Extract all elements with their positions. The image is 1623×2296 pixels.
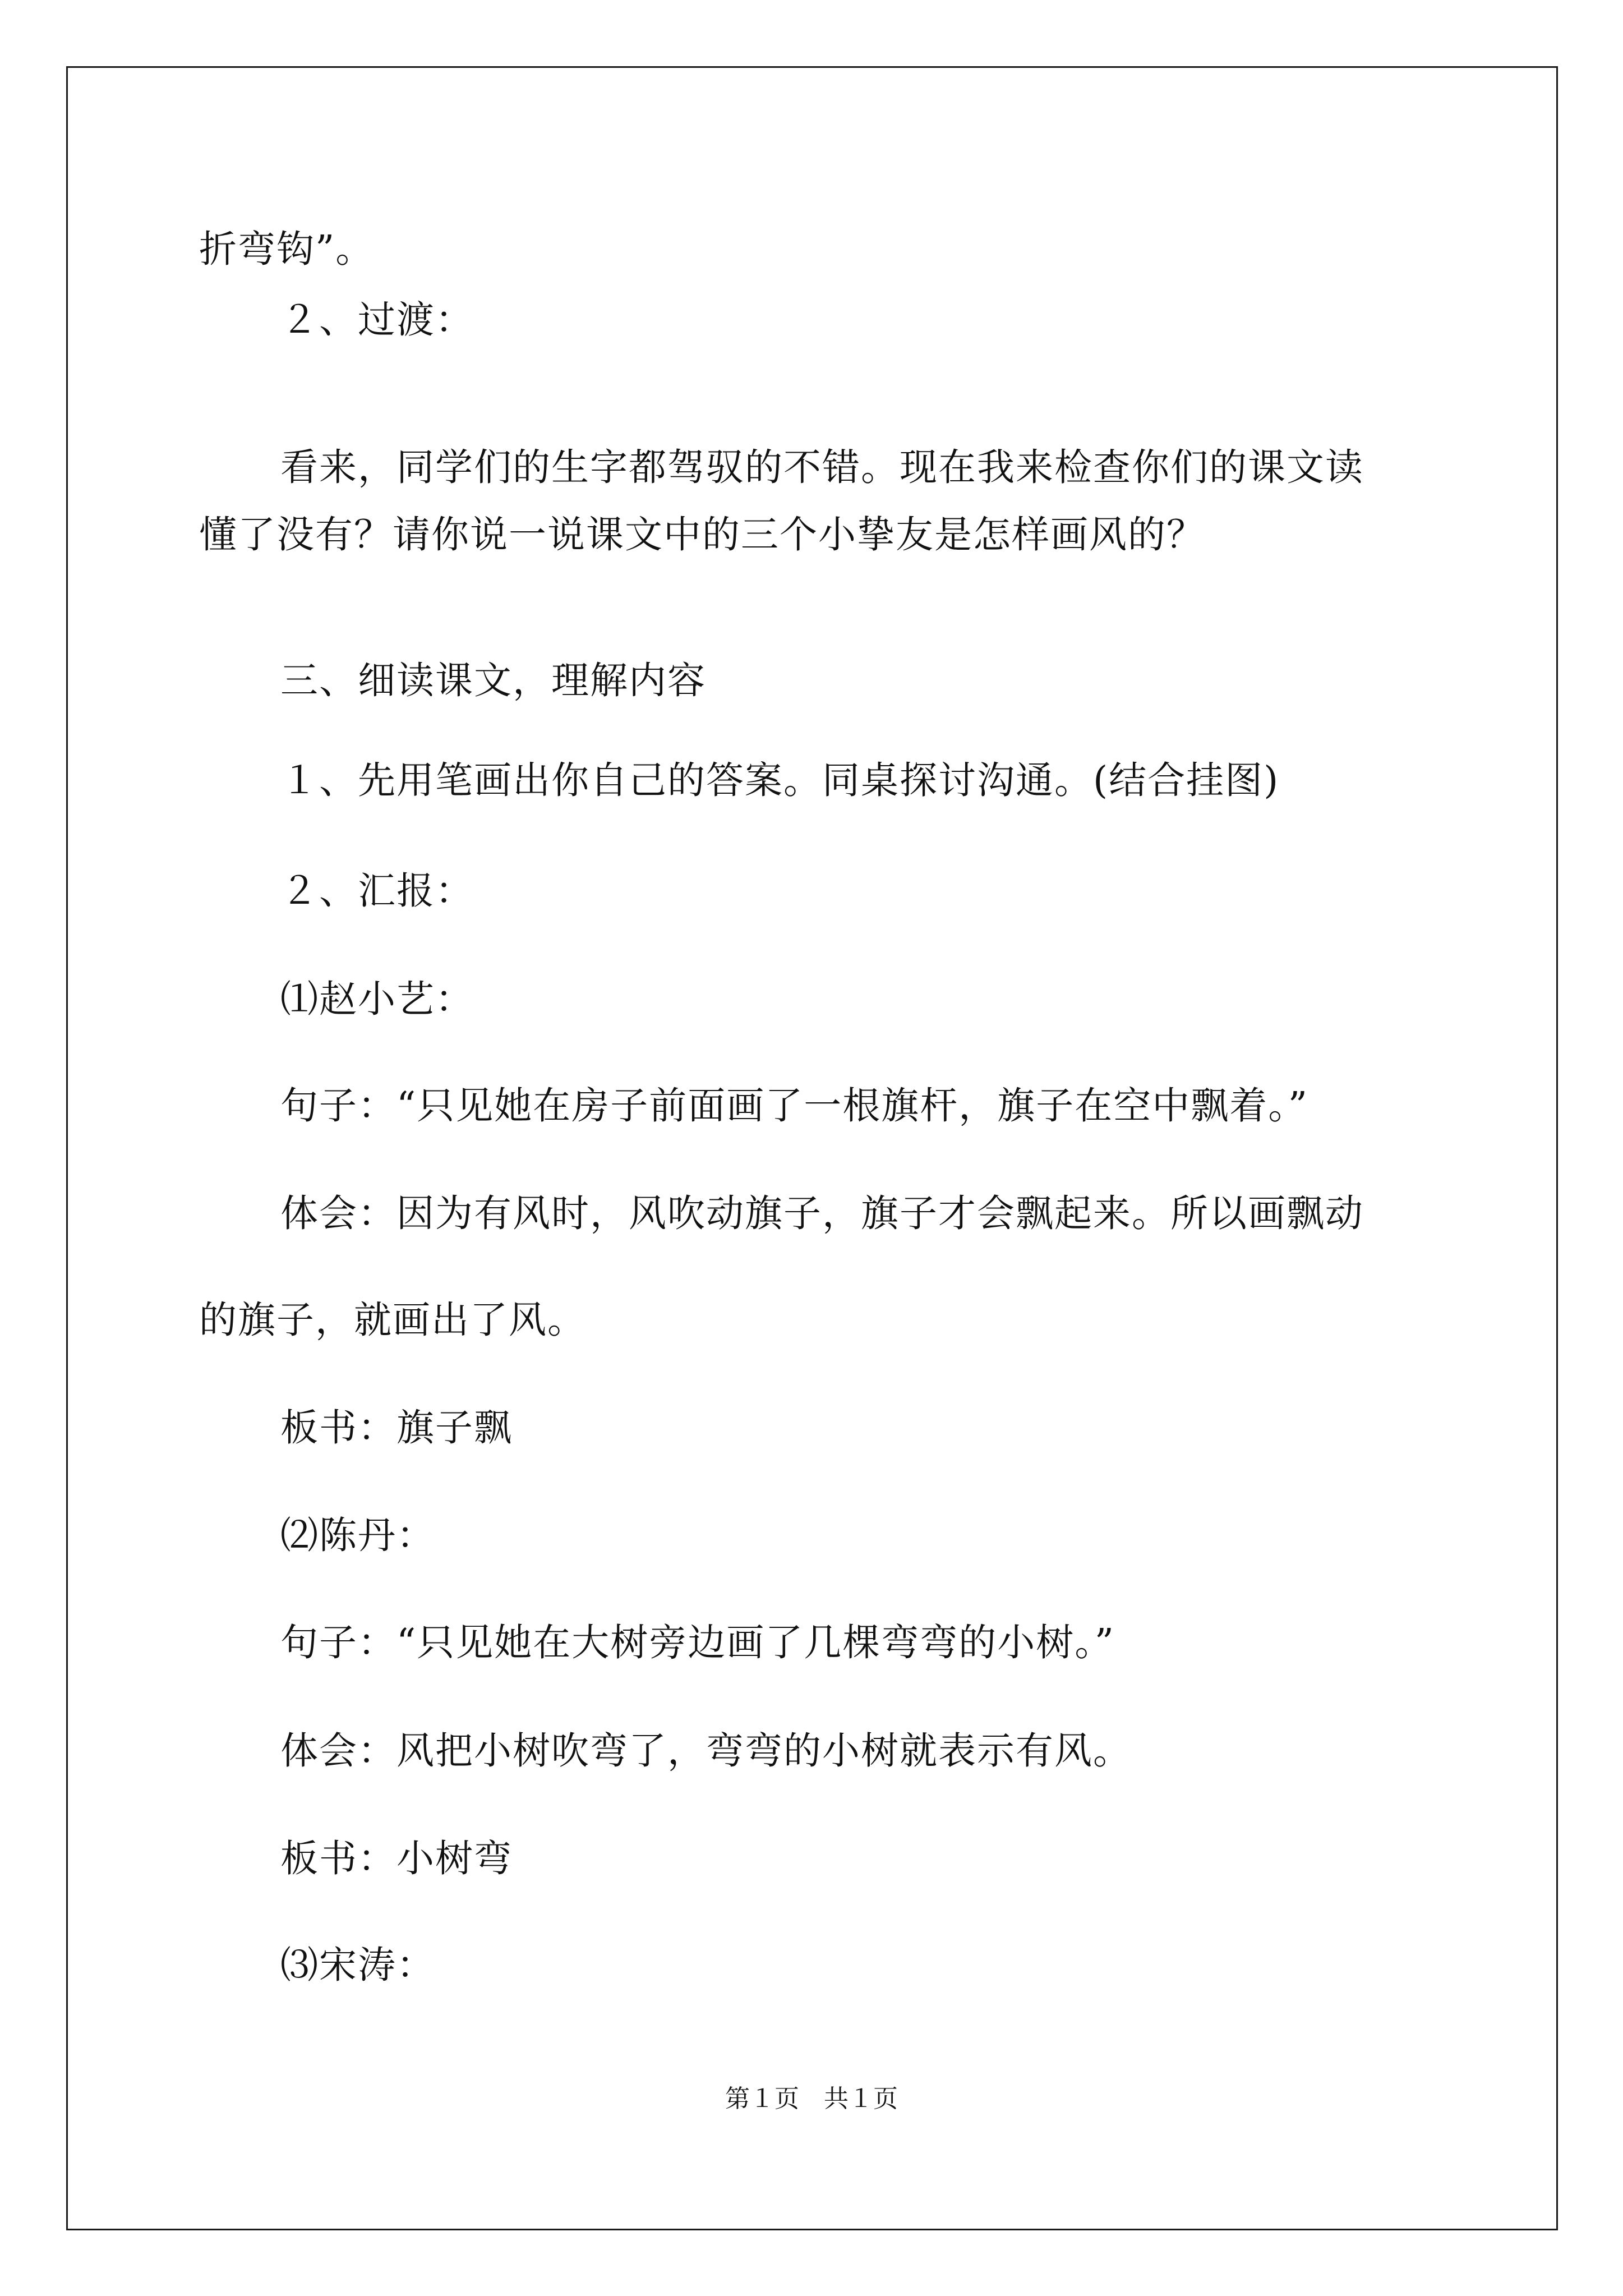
page-border xyxy=(66,66,1558,2230)
page-number-footer: 第１页 共１页 xyxy=(725,2085,898,2113)
text-line-4: 懂了没有？请你说一说课文中的三个小挚友是怎样画风的？ xyxy=(199,513,1205,556)
text-line-7: ２、汇报： xyxy=(280,869,474,913)
text-line-1: 折弯钩”。 xyxy=(199,227,375,271)
text-line-3: 看来，同学们的生字都驾驭的不错。现在我来检查你们的课文读 xyxy=(280,445,1364,489)
text-line-9: 句子：“只见她在房子前面画了一根旗杆，旗子在空中飘着。” xyxy=(280,1084,1309,1128)
text-line-15: 体会：风把小树吹弯了，弯弯的小树就表示有风。 xyxy=(280,1729,1132,1773)
text-line-2: ２、过渡： xyxy=(280,298,474,342)
text-line-10: 体会：因为有风时，风吹动旗子，旗子才会飘起来。所以画飘动 xyxy=(280,1191,1364,1235)
text-line-16: 板书：小树弯 xyxy=(280,1837,513,1880)
text-line-13: ⑵陈丹： xyxy=(280,1513,435,1557)
text-line-6: １、先用笔画出你自己的答案。同桌探讨沟通。(结合挂图) xyxy=(280,758,1280,802)
text-line-11: 的旗子，就画出了风。 xyxy=(199,1298,586,1342)
text-line-14: 句子：“只见她在大树旁边画了几棵弯弯的小树。” xyxy=(280,1621,1115,1664)
text-line-17: ⑶宋涛： xyxy=(280,1943,435,1987)
text-line-5: 三、细读课文，理解内容 xyxy=(280,659,706,702)
text-line-12: 板书：旗子飘 xyxy=(280,1406,513,1450)
text-line-8: ⑴赵小艺： xyxy=(280,977,474,1021)
